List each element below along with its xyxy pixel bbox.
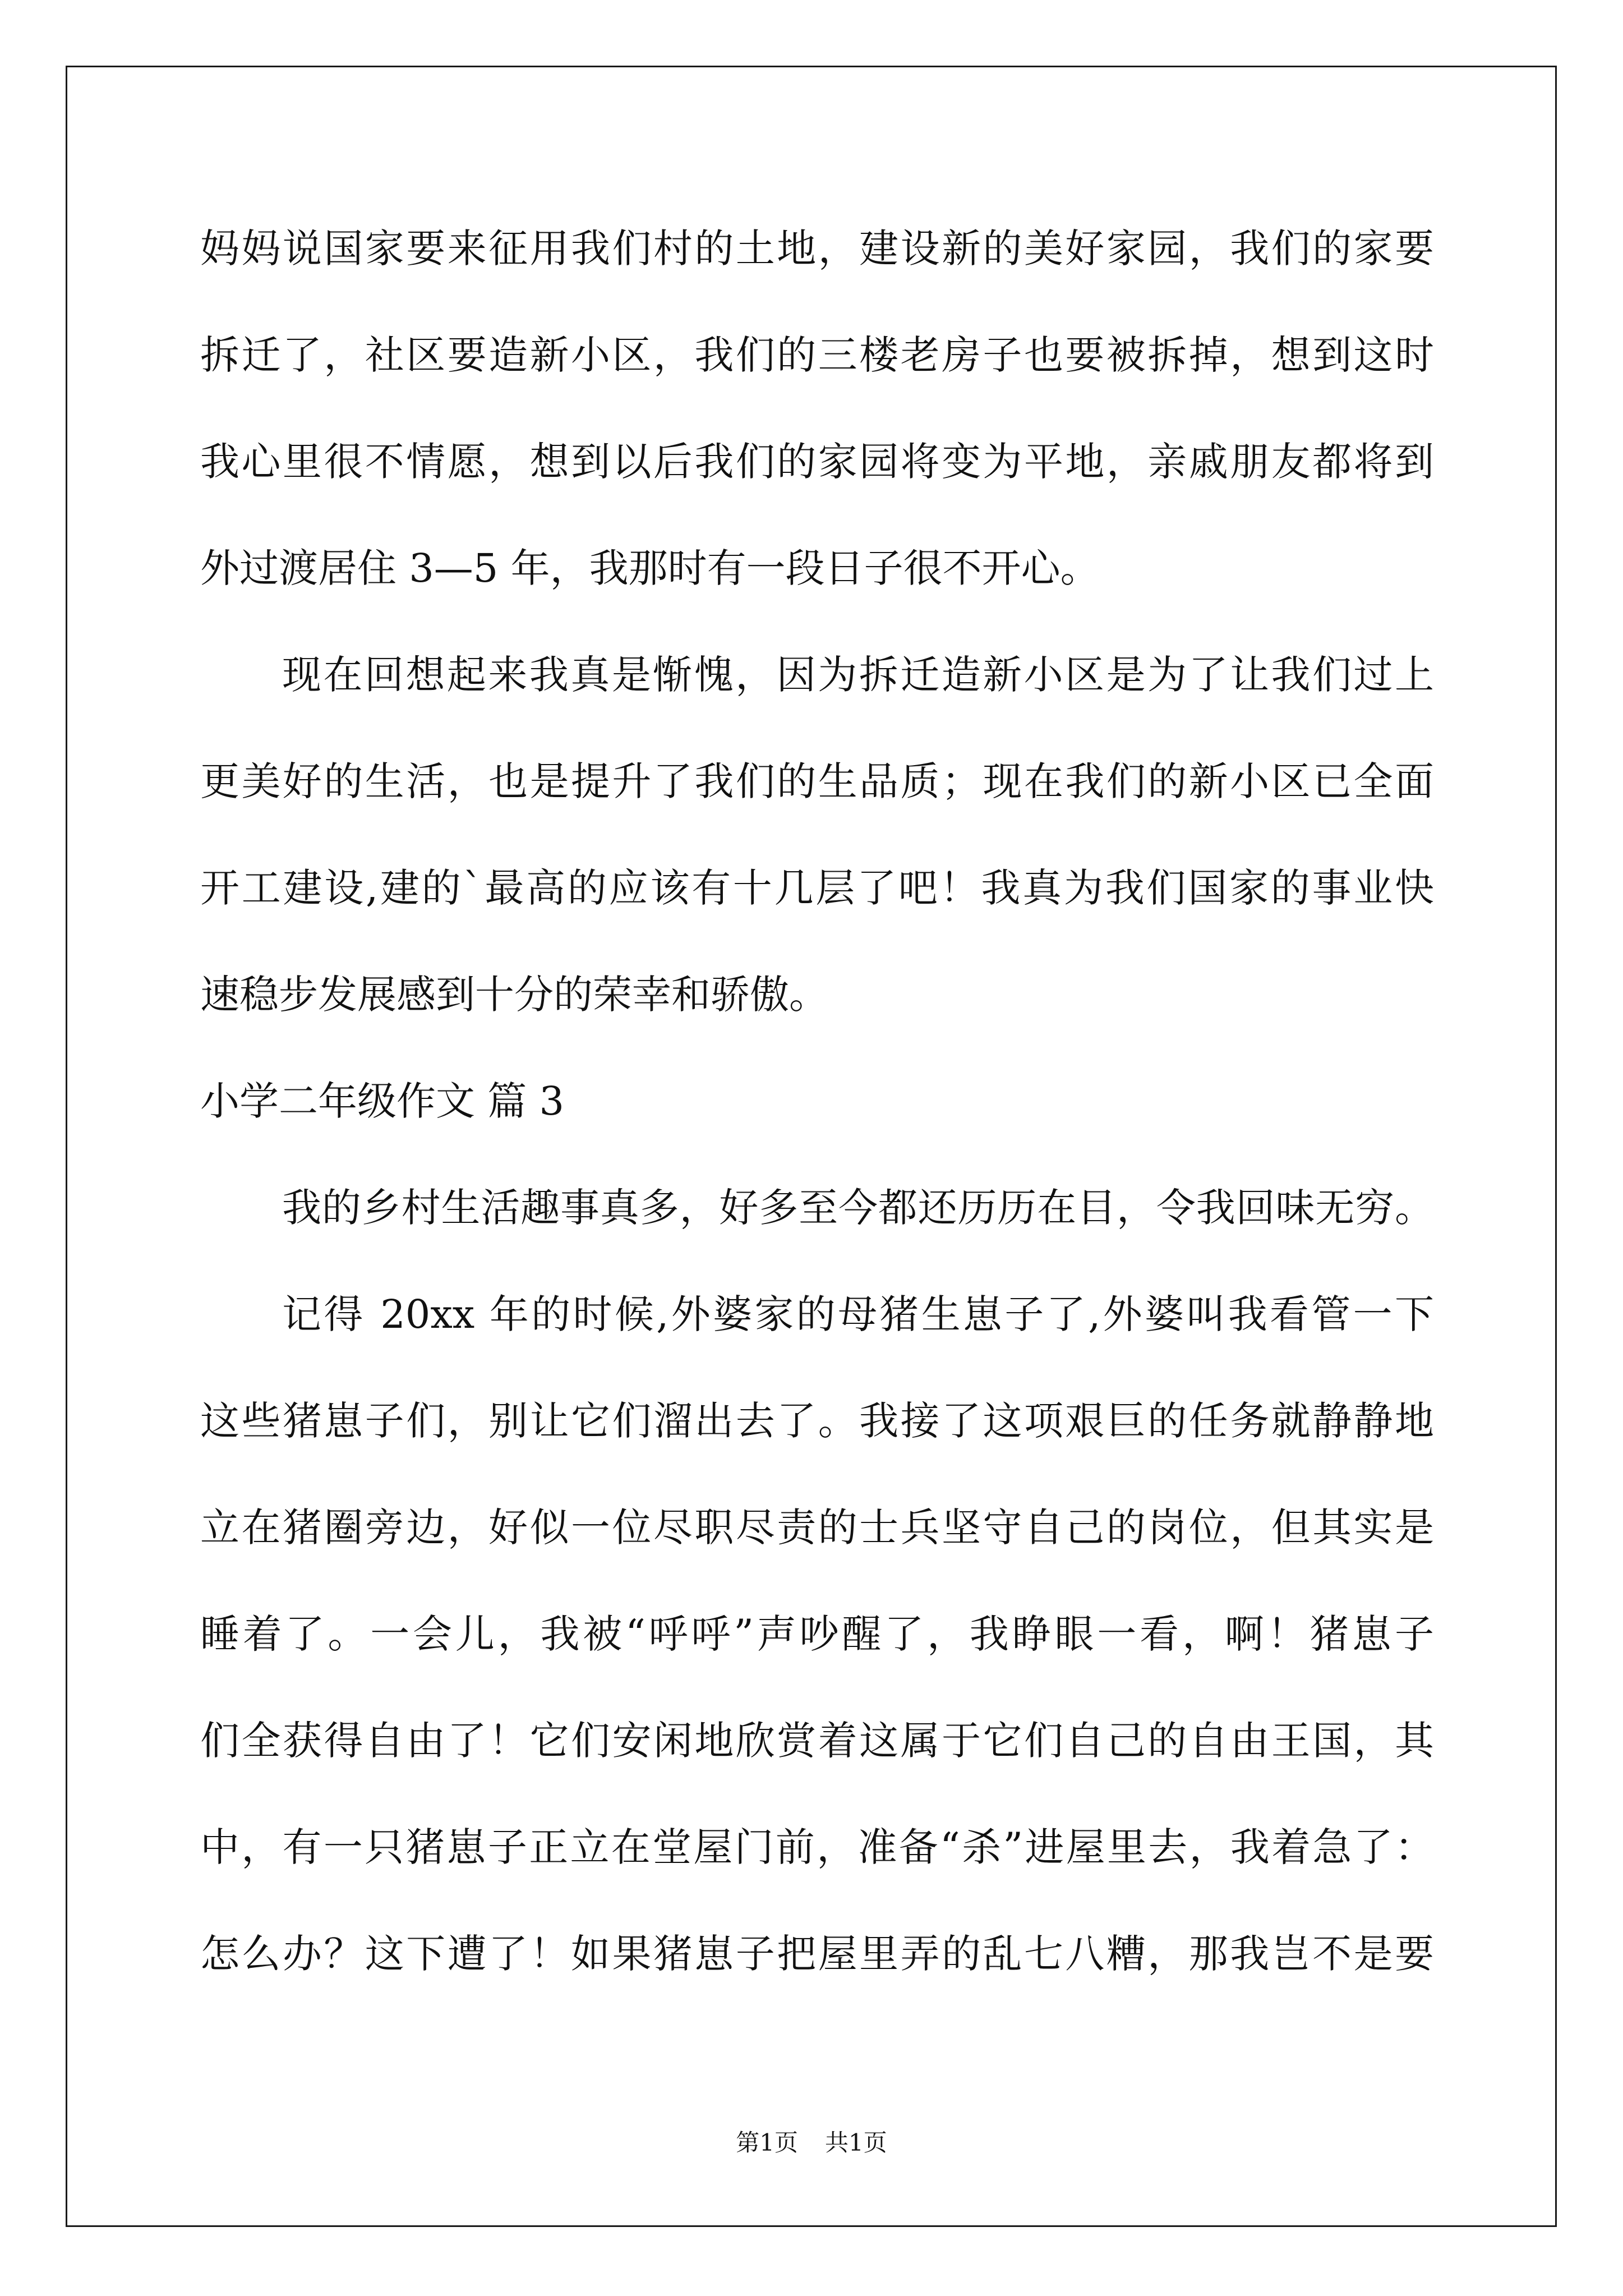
text-line: 拆迁了，社区要造新小区，我们的三楼老房子也要被拆掉，想到这时 xyxy=(200,332,1434,378)
text-line: 立在猪圈旁边，好似一位尽职尽责的士兵坚守自己的岗位，但其实是 xyxy=(200,1504,1434,1550)
text-line: 这些猪崽子们，别让它们溜出去了。我接了这项艰巨的任务就静静地 xyxy=(200,1398,1434,1444)
text-line: 现在回想起来我真是惭愧，因为拆迁造新小区是为了让我们过上 xyxy=(282,652,1434,698)
text-line: 更美好的生活，也是提升了我们的生品质；现在我们的新小区已全面 xyxy=(200,758,1434,804)
text-line: 中，有一只猪崽子正立在堂屋门前，准备“杀”进屋里去，我着急了： xyxy=(200,1824,1434,1870)
text-line: 睡着了。一会儿，我被“呼呼”声吵醒了，我睁眼一看，啊！猪崽子 xyxy=(200,1611,1434,1657)
document-body xyxy=(200,195,1434,2007)
text-line: 们全获得自由了！它们安闲地欣赏着这属于它们自己的自由王国，其 xyxy=(200,1718,1434,1764)
text-line: 记得 20xx 年的时候,外婆家的母猪生崽子了,外婆叫我看管一下 xyxy=(282,1291,1434,1337)
page-footer xyxy=(0,2129,1623,2157)
page-total: 共1页 xyxy=(825,2129,887,2156)
text-line: 我的乡村生活趣事真多，好多至今都还历历在目，令我回味无穷。 xyxy=(282,1185,1434,1231)
text-line: 开工建设,建的`最高的应该有十几层了吧！我真为我们国家的事业快 xyxy=(200,865,1434,911)
page-number: 第1页 xyxy=(736,2129,798,2156)
text-line: 怎么办？这下遭了！如果猪崽子把屋里弄的乱七八糟，那我岂不是要 xyxy=(200,1931,1434,1977)
text-line: 妈妈说国家要来征用我们村的土地，建设新的美好家园，我们的家要 xyxy=(200,226,1434,272)
text-line: 外过渡居住 3—5 年，我那时有一段日子很不开心。 xyxy=(200,545,1100,591)
section-heading: 小学二年级作文 篇 3 xyxy=(200,1078,565,1124)
text-line: 我心里很不情愿，想到以后我们的家园将变为平地，亲戚朋友都将到 xyxy=(200,439,1434,485)
text-line: 速稳步发展感到十分的荣幸和骄傲。 xyxy=(200,972,828,1018)
